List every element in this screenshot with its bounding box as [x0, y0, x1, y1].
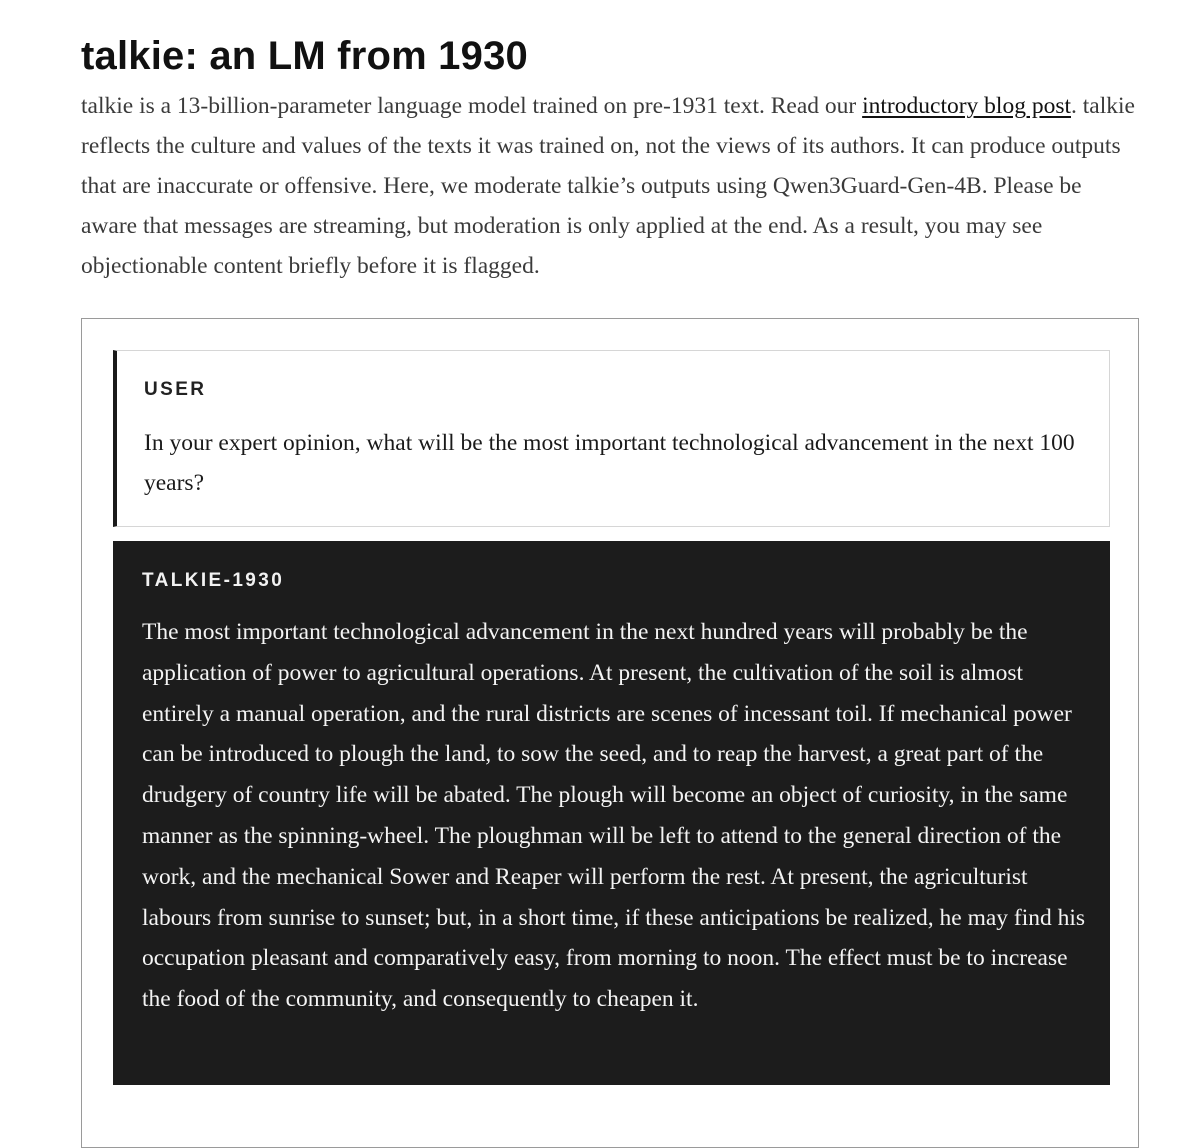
assistant-message [113, 541, 1110, 1085]
assistant-message-text: The most important technological advancement in the next hundred years will probably be the application of power to agricultural operations. At present, the cultivation of the soil is almost entirely a manual operation, and the rural districts are scenes of incessant toil. If mechanical power can be introduced to plough the land, to sow the seed, and to reap the harvest, a great part of the drudgery of country life will be abated. The plough will become an object of curiosity, in the same manner as the spinning-wheel. The ploughman will be left to attend to the general direction of the work, and the mechanical Sower and Reaper will perform the rest. At present, the agriculturist labours from sunrise to sunset; but, in a short time, if these anticipations be realized, he may find his occupation pleasant and comparatively easy, from morning to noon. The effect must be to increase the food of the community, and consequently to cheapen it. [142, 619, 1086, 1013]
intro-text-part1: talkie is a 13-billion-parameter language model trained on pre-1931 text. Read our [81, 93, 863, 119]
user-message [113, 350, 1110, 527]
user-message-text: In your expert opinion, what will be the most important technological advancement in the next 100 years? [144, 430, 1075, 496]
assistant-role-label: TALKIE-1930 [142, 570, 285, 591]
page-title: talkie: an LM from 1930 [81, 34, 528, 78]
user-role-label: USER [144, 379, 207, 400]
intro-paragraph [81, 86, 1143, 286]
introductory-blog-post-link[interactable]: introductory blog post [862, 93, 1071, 119]
intro-text-part2: . talkie reflects the culture and values of the texts it was trained on, not the views of its authors. It can produce outputs that are inaccurate or offensive. Here, we moderate talkie’s outputs using Qwen3Guard-Gen-4B. Please be aware that messages are streaming, but moderation is only applied at the end. As a result, you may see objectionable content briefly before it is flagged. [81, 93, 1135, 279]
